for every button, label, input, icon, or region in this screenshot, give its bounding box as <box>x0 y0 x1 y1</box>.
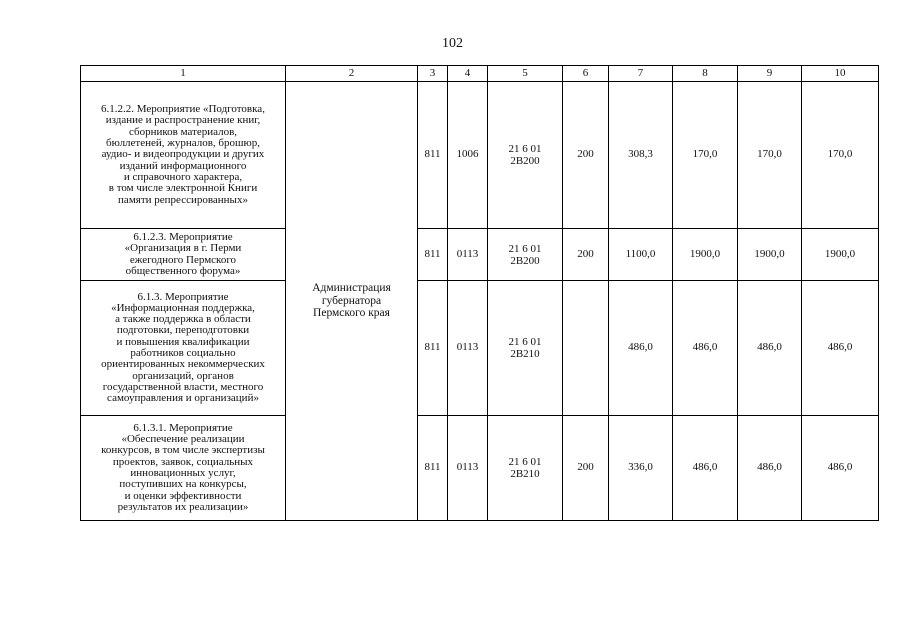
cell-value: 21 6 01 2В210 <box>488 416 563 521</box>
cell-value: 811 <box>418 281 448 416</box>
cell-value: 21 6 01 2В200 <box>488 229 563 281</box>
activity-description: 6.1.2.3. Мероприятие «Организация в г. Перми ежегодного Пермского общественного форума» <box>81 229 286 281</box>
cell-value <box>563 281 609 416</box>
column-header: 6 <box>563 66 609 82</box>
table-row <box>81 82 879 229</box>
cell-value: 0113 <box>448 416 488 521</box>
cell-value: 486,0 <box>802 416 879 521</box>
column-header: 10 <box>802 66 879 82</box>
table-row <box>81 229 879 281</box>
cell-value: 336,0 <box>609 416 673 521</box>
column-header: 2 <box>286 66 418 82</box>
cell-value: 811 <box>418 416 448 521</box>
column-header: 3 <box>418 66 448 82</box>
cell-value: 486,0 <box>802 281 879 416</box>
cell-value: 200 <box>563 416 609 521</box>
column-header: 7 <box>609 66 673 82</box>
cell-value: 170,0 <box>802 82 879 229</box>
table-header-row <box>81 66 879 82</box>
column-header: 5 <box>488 66 563 82</box>
cell-value: 200 <box>563 229 609 281</box>
cell-value: 1100,0 <box>609 229 673 281</box>
activity-description: 6.1.2.2. Мероприятие «Подготовка, издание и распространение книг, сборников материалов, бюллетеней, журналов, брошюр, аудио- и видеопродукции и других изданий информационного и справочного характера, в том числе электронной Книги памяти репрессированных» <box>81 82 286 229</box>
cell-value: 1900,0 <box>738 229 802 281</box>
cell-value: 486,0 <box>738 281 802 416</box>
cell-value: 486,0 <box>609 281 673 416</box>
cell-value: 486,0 <box>673 281 738 416</box>
cell-value: 170,0 <box>738 82 802 229</box>
cell-value: 486,0 <box>673 416 738 521</box>
cell-value: 200 <box>563 82 609 229</box>
table-row <box>81 416 879 521</box>
cell-value: 170,0 <box>673 82 738 229</box>
cell-value: 21 6 01 2В210 <box>488 281 563 416</box>
cell-value: 811 <box>418 229 448 281</box>
cell-value: 486,0 <box>738 416 802 521</box>
table-row <box>81 281 879 416</box>
responsible-organization: Администрация губернатора Пермского края <box>286 82 418 521</box>
activity-description: 6.1.3. Мероприятие «Информационная поддержка, а также поддержка в области подготовки, переподготовки и повышения квалификации работников социально ориентированных некоммерческих организаций, органов государственной власти, местного самоуправления и организаций» <box>81 281 286 416</box>
column-header: 1 <box>81 66 286 82</box>
activity-description: 6.1.3.1. Мероприятие «Обеспечение реализации конкурсов, в том числе экспертизы проектов, заявок, социальных инновационных услуг, поступивших на конкурсы, и оценки эффективности результатов их реализации» <box>81 416 286 521</box>
cell-value: 0113 <box>448 281 488 416</box>
cell-value: 811 <box>418 82 448 229</box>
cell-value: 0113 <box>448 229 488 281</box>
column-header: 9 <box>738 66 802 82</box>
cell-value: 21 6 01 2В200 <box>488 82 563 229</box>
column-header: 4 <box>448 66 488 82</box>
cell-value: 308,3 <box>609 82 673 229</box>
cell-value: 1900,0 <box>673 229 738 281</box>
column-header: 8 <box>673 66 738 82</box>
cell-value: 1900,0 <box>802 229 879 281</box>
budget-table <box>80 65 879 521</box>
cell-value: 1006 <box>448 82 488 229</box>
page-number: 102 <box>442 36 463 51</box>
